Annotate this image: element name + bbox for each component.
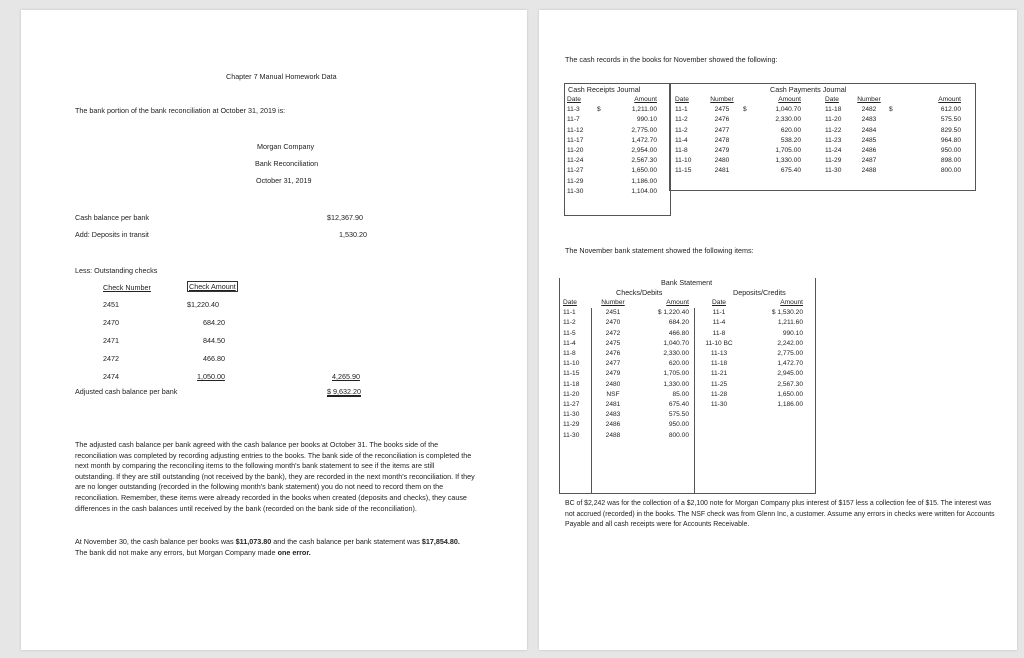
check-amount: 684.20 — [203, 318, 225, 327]
deposits-label: Add: Deposits in transit — [75, 230, 149, 239]
table-row: 11-30 2488 800.00 — [563, 431, 689, 439]
left-page — [21, 10, 527, 650]
table-row: 11-24 2,567.30 — [567, 157, 657, 165]
check-amount-header: Check Amount — [189, 282, 236, 291]
table-row: 11-8 2479 1,705.00 — [675, 147, 801, 155]
table-row: 11-18 2482 $ 612.00 — [825, 106, 961, 114]
table-row: 11-2 2477 620.00 — [675, 126, 801, 134]
table-row: 11-7 990.10 — [567, 116, 657, 124]
table-row: 11-30 1,186.00 — [710, 401, 803, 409]
receipts-title: Cash Receipts Journal — [568, 85, 641, 94]
table-row: 11-20 2,954.00 — [567, 147, 657, 155]
table-row: 11-22 2484 829.50 — [825, 126, 961, 134]
table-row: 11-20 2483 575.50 — [825, 116, 961, 124]
table-row: 11-12 2,775.00 — [567, 126, 657, 134]
right-page — [539, 10, 1017, 650]
table-row: 11-1 $ 1,530.20 — [712, 309, 803, 317]
cash-balance-value: $12,367.90 — [327, 213, 363, 222]
table-row: 11-21 2,945.00 — [710, 370, 803, 378]
outstanding-label: Less: Outstanding checks — [75, 266, 158, 275]
table-row: 11-23 2485 964.80 — [825, 136, 961, 144]
bank-balance: $17,854.80. — [421, 537, 460, 546]
table-row: 11-24 2486 950.00 — [825, 147, 961, 155]
table-row: 11-18 2480 1,330.00 — [563, 380, 689, 388]
table-row: 11-4 2478 538.20 — [675, 136, 801, 144]
check-amount: 1,050.00 — [197, 372, 225, 381]
bank-intro: The November bank statement showed the following items: — [565, 246, 754, 255]
adjusted-label: Adjusted cash balance per bank — [75, 387, 178, 396]
check-amount: 466.80 — [203, 354, 225, 363]
check-number: 2474 — [103, 372, 119, 381]
company-name: Morgan Company — [257, 142, 315, 151]
november-note: The bank did not make any errors, but Morgan Company made one error. — [75, 548, 311, 557]
table-row: 11-28 1,650.00 — [710, 390, 803, 398]
payments-table-a: Date Number Amount 11-1 2475 $ 1,040.70 11-2 2476 2,330.00 11-2 2477 620.00 11-4 2478 538.20 11-8 2479 1,705.00 11-10 2480 1,330.00 11-15 2481 675.40 — [673, 95, 803, 177]
table-row: 11-4 1,211.60 — [712, 319, 803, 327]
receipts-table: Date Amount 11-3 $ 1,211.00 11-7 990.10 11-12 2,775.00 11-17 1,472.70 11-20 2,954.00 11-24 2,567.30 11-27 1,650.00 11-29 1,186.00 11-30 1,104.00 — [565, 95, 659, 197]
divider — [694, 308, 695, 493]
checks-total: 4,265.90 — [332, 372, 360, 381]
table-row: 11-15 2481 675.40 — [675, 167, 801, 175]
explanation-paragraph: The adjusted cash balance per bank agreed with the cash balance per books at October 31. The books side of the reconciliation was completed by recording adjusting entries to the books. The bank side of the reconciliation is completed the next month by comparing the reconciling items to the following month's bank statement to see if the items are still outstanding. If they are still outstanding (not received by the bank), they are recorded in the next month's reconciliation. If they are no longer outstanding (recorded in the following month's bank statement) you do not need to record them on the reconciliation. Remember, these items were already recorded in the books when created (deposits and checks), they cause differences in the cash balances until received by the bank (recorded on the bank side of the reconciliation). — [75, 440, 475, 513]
intro-text: The bank portion of the bank reconciliation at October 31, 2019 is: — [75, 106, 286, 115]
bank-title: Bank Statement — [661, 278, 713, 287]
table-row: 11-10 2480 1,330.00 — [675, 157, 801, 165]
check-number: 2451 — [103, 300, 119, 309]
adjusted-value: $ 9,632.20 — [327, 387, 361, 396]
table-row: 11-17 1,472.70 — [567, 136, 657, 144]
bank-deposits-table: Date Amount 11-1 $ 1,530.20 11-4 1,211.60 11-8 990.10 11-10 BC 2,242.00 11-13 2,775.00 11-18 1,472.70 11-21 2,945.00 11-25 2,567.30 11-28 1,650.00 11-30 1,186.00 — [697, 298, 805, 410]
one-error-text: one error. — [277, 548, 311, 557]
cash-records-intro: The cash records in the books for November showed the following: — [565, 55, 778, 64]
table-row: 11-15 2479 1,705.00 — [563, 370, 689, 378]
table-row: 11-25 2,567.30 — [710, 380, 803, 388]
table-row: 11-8 990.10 — [712, 329, 803, 337]
table-row: 11-27 1,650.00 — [567, 167, 657, 175]
bank-checks-table: Date Number Amount 11-1 2451 $ 1,220.40 11-2 2470 684.20 11-5 2472 466.80 11-4 2475 1,040.70 11-8 2476 2,330.00 11-10 2477 620.00 11-15 2479 1,705.00 11-18 2480 1,330.00 11-20 NSF 85.00 11-27 2481 675.40 11-30 2483 575.50 11-29 2486 950.00 11-30 2488 800.00 — [561, 298, 691, 441]
table-row: 11-5 2472 466.80 — [563, 329, 689, 337]
payments-table-b: Date Number Amount 11-18 2482 $ 612.00 11-20 2483 575.50 11-22 2484 829.50 11-23 2485 964.80 11-24 2486 950.00 11-29 2487 898.00 11-30 2488 800.00 — [823, 95, 963, 177]
deposits-credits-header: Deposits/Credits — [733, 288, 786, 297]
page-title: Chapter 7 Manual Homework Data — [226, 72, 337, 81]
table-row: 11-4 2475 1,040.70 — [563, 339, 689, 347]
table-row: 11-20 NSF 85.00 — [563, 390, 689, 398]
table-row: 11-2 2476 2,330.00 — [675, 116, 801, 124]
table-row: 11-30 1,104.00 — [567, 187, 657, 195]
check-amount: 844.50 — [203, 336, 225, 345]
report-date: October 31, 2019 — [256, 176, 312, 185]
check-number: 2471 — [103, 336, 119, 345]
check-number: 2470 — [103, 318, 119, 327]
check-number: 2472 — [103, 354, 119, 363]
table-row: 11-1 2475 $ 1,040.70 — [675, 106, 801, 114]
table-row: 11-3 $ 1,211.00 — [567, 106, 657, 114]
table-row: 11-27 2481 675.40 — [563, 401, 689, 409]
footnote: BC of $2,242 was for the collection of a $2,100 note for Morgan Company plus interest of $157 less a collection fee of $15. The interest was not accrued (recorded) in the books. The NSF check was from Glenn Inc, a customer. Assume any errors in checks were written for Accounts Payable and all cash receipts were for Accounts Receivable. — [565, 500, 995, 529]
november-summary: At November 30, the cash balance per books was $11,073.80 and the cash balance per bank statement was $17,854.80. — [75, 537, 460, 546]
table-row: 11-30 2488 800.00 — [825, 167, 961, 175]
deposits-value: 1,530.20 — [339, 230, 367, 239]
table-row: 11-10 BC 2,242.00 — [705, 339, 803, 347]
table-row: 11-30 2483 575.50 — [563, 411, 689, 419]
col-check-number: Check Number — [103, 283, 151, 292]
table-row: 11-10 2477 620.00 — [563, 360, 689, 368]
payments-title: Cash Payments Journal — [770, 85, 847, 94]
table-row: 11-18 1,472.70 — [710, 360, 803, 368]
table-row: 11-29 2487 898.00 — [825, 157, 961, 165]
table-row: 11-13 2,775.00 — [710, 350, 803, 358]
cash-balance-label: Cash balance per bank — [75, 213, 149, 222]
col-check-amount — [187, 282, 238, 291]
checks-debits-header: Checks/Debits — [616, 288, 663, 297]
table-row: 11-2 2470 684.20 — [563, 319, 689, 327]
table-row: 11-29 2486 950.00 — [563, 421, 689, 429]
table-row: 11-1 2451 $ 1,220.40 — [563, 309, 689, 317]
books-balance: $11,073.80 — [235, 537, 272, 546]
table-row: 11-29 1,186.00 — [567, 177, 657, 185]
check-amount: $1,220.40 — [187, 300, 219, 309]
report-name: Bank Reconciliation — [255, 159, 319, 168]
table-row: 11-8 2476 2,330.00 — [563, 350, 689, 358]
